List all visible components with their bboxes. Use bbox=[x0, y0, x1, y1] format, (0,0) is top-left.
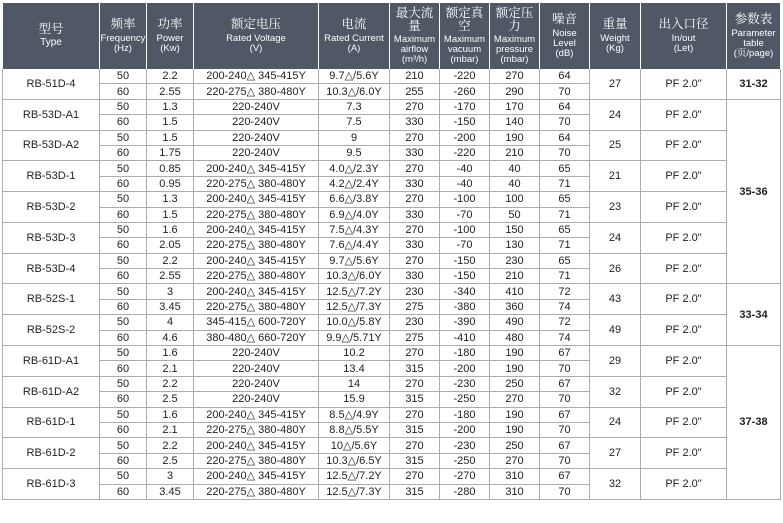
cell-parameter-page: 37-38 bbox=[727, 346, 781, 500]
cell-frequency: 60 bbox=[100, 176, 147, 191]
cell-airflow: 330 bbox=[390, 207, 440, 222]
cell-current: 4.0△/2.3Y bbox=[319, 161, 390, 176]
cell-frequency: 50 bbox=[100, 407, 147, 422]
cell-noise: 70 bbox=[540, 145, 590, 160]
cell-frequency: 50 bbox=[100, 315, 147, 330]
cell-frequency: 50 bbox=[100, 161, 147, 176]
cell-vacuum: -340 bbox=[440, 284, 490, 299]
cell-frequency: 60 bbox=[100, 84, 147, 99]
cell-power: 2.2 bbox=[147, 438, 194, 453]
cell-power: 2.55 bbox=[147, 84, 194, 99]
cell-noise: 70 bbox=[540, 84, 590, 99]
cell-frequency: 60 bbox=[100, 299, 147, 314]
cell-power: 1.75 bbox=[147, 145, 194, 160]
cell-power: 4 bbox=[147, 315, 194, 330]
header-weight: 重量 Weight (Kg) bbox=[590, 3, 641, 69]
cell-airflow: 270 bbox=[390, 130, 440, 145]
cell-voltage: 220-275△ 380-480Y bbox=[194, 84, 319, 99]
cell-noise: 71 bbox=[540, 238, 590, 253]
cell-voltage: 220-275△ 380-480Y bbox=[194, 207, 319, 222]
table-row bbox=[3, 376, 781, 391]
table-row bbox=[3, 99, 781, 114]
cell-frequency: 60 bbox=[100, 115, 147, 130]
cell-current: 13.4 bbox=[319, 361, 390, 376]
cell-in-out: PF 2.0" bbox=[641, 376, 727, 407]
cell-vacuum: -150 bbox=[440, 115, 490, 130]
cell-noise: 70 bbox=[540, 361, 590, 376]
cell-pressure: 360 bbox=[490, 299, 540, 314]
cell-current: 10.3△/6.0Y bbox=[319, 269, 390, 284]
cell-weight: 21 bbox=[590, 161, 641, 192]
cell-voltage: 200-240△ 345-415Y bbox=[194, 222, 319, 237]
cell-current: 10.3△/6.5Y bbox=[319, 453, 390, 468]
cell-voltage: 220-240V bbox=[194, 145, 319, 160]
cell-vacuum: -180 bbox=[440, 407, 490, 422]
cell-power: 3 bbox=[147, 284, 194, 299]
cell-airflow: 230 bbox=[390, 315, 440, 330]
cell-airflow: 275 bbox=[390, 299, 440, 314]
cell-voltage: 200-240△ 345-415Y bbox=[194, 284, 319, 299]
cell-pressure: 310 bbox=[490, 484, 540, 499]
cell-voltage: 200-240△ 345-415Y bbox=[194, 161, 319, 176]
cell-voltage: 345-415△ 600-720Y bbox=[194, 315, 319, 330]
cell-current: 9.5 bbox=[319, 145, 390, 160]
cell-weight: 25 bbox=[590, 130, 641, 161]
header-max-vacuum: 额定真空 Maximum vacuum (mbar) bbox=[440, 3, 490, 69]
cell-weight: 49 bbox=[590, 315, 641, 346]
cell-vacuum: -260 bbox=[440, 84, 490, 99]
cell-voltage: 220-275△ 380-480Y bbox=[194, 269, 319, 284]
cell-airflow: 315 bbox=[390, 453, 440, 468]
cell-in-out: PF 2.0" bbox=[641, 438, 727, 469]
cell-vacuum: -150 bbox=[440, 269, 490, 284]
cell-vacuum: -40 bbox=[440, 176, 490, 191]
cell-pressure: 210 bbox=[490, 145, 540, 160]
model-type: RB-61D-1 bbox=[3, 407, 100, 438]
cell-pressure: 190 bbox=[490, 422, 540, 437]
table-row bbox=[3, 192, 781, 207]
cell-frequency: 50 bbox=[100, 99, 147, 114]
cell-parameter-page: 33-34 bbox=[727, 284, 781, 346]
cell-frequency: 50 bbox=[100, 376, 147, 391]
cell-voltage: 200-240△ 345-415Y bbox=[194, 69, 319, 84]
cell-airflow: 330 bbox=[390, 115, 440, 130]
cell-pressure: 410 bbox=[490, 284, 540, 299]
cell-pressure: 210 bbox=[490, 269, 540, 284]
cell-current: 10.3△/6.0Y bbox=[319, 84, 390, 99]
cell-current: 12.5△/7.2Y bbox=[319, 469, 390, 484]
cell-noise: 70 bbox=[540, 453, 590, 468]
cell-vacuum: -380 bbox=[440, 299, 490, 314]
cell-current: 9.7△/5.6Y bbox=[319, 253, 390, 268]
cell-airflow: 230 bbox=[390, 284, 440, 299]
header-type: 型号 Type bbox=[3, 3, 100, 69]
cell-power: 0.95 bbox=[147, 176, 194, 191]
cell-parameter-page: 35-36 bbox=[727, 99, 781, 284]
cell-frequency: 50 bbox=[100, 69, 147, 84]
cell-in-out: PF 2.0" bbox=[641, 161, 727, 192]
cell-in-out: PF 2.0" bbox=[641, 222, 727, 253]
model-type: RB-53D-4 bbox=[3, 253, 100, 284]
cell-in-out: PF 2.0" bbox=[641, 346, 727, 377]
cell-pressure: 190 bbox=[490, 346, 540, 361]
cell-noise: 70 bbox=[540, 422, 590, 437]
cell-frequency: 60 bbox=[100, 422, 147, 437]
cell-noise: 64 bbox=[540, 69, 590, 84]
cell-frequency: 60 bbox=[100, 392, 147, 407]
cell-current: 12.5△/7.3Y bbox=[319, 299, 390, 314]
cell-weight: 24 bbox=[590, 99, 641, 130]
table-row bbox=[3, 438, 781, 453]
cell-power: 2.55 bbox=[147, 269, 194, 284]
cell-pressure: 270 bbox=[490, 392, 540, 407]
cell-power: 1.6 bbox=[147, 346, 194, 361]
cell-weight: 43 bbox=[590, 284, 641, 315]
header-max-airflow: 最大流量 Maximum airflow (m³/h) bbox=[390, 3, 440, 69]
cell-pressure: 290 bbox=[490, 84, 540, 99]
table-row bbox=[3, 346, 781, 361]
cell-vacuum: -180 bbox=[440, 346, 490, 361]
cell-power: 3.45 bbox=[147, 299, 194, 314]
header-power: 功率 Power (Kw) bbox=[147, 3, 194, 69]
cell-airflow: 270 bbox=[390, 469, 440, 484]
cell-voltage: 220-240V bbox=[194, 346, 319, 361]
cell-current: 7.3 bbox=[319, 99, 390, 114]
model-type: RB-52S-1 bbox=[3, 284, 100, 315]
cell-vacuum: -100 bbox=[440, 222, 490, 237]
cell-noise: 64 bbox=[540, 130, 590, 145]
model-type: RB-53D-A1 bbox=[3, 99, 100, 130]
cell-airflow: 255 bbox=[390, 84, 440, 99]
cell-vacuum: -150 bbox=[440, 253, 490, 268]
cell-power: 2.1 bbox=[147, 361, 194, 376]
cell-voltage: 220-240V bbox=[194, 115, 319, 130]
cell-airflow: 330 bbox=[390, 176, 440, 191]
cell-current: 7.5△/4.3Y bbox=[319, 222, 390, 237]
cell-noise: 64 bbox=[540, 99, 590, 114]
cell-vacuum: -220 bbox=[440, 69, 490, 84]
model-type: RB-61D-2 bbox=[3, 438, 100, 469]
cell-power: 1.6 bbox=[147, 407, 194, 422]
cell-airflow: 330 bbox=[390, 145, 440, 160]
table-row bbox=[3, 69, 781, 84]
cell-current: 7.5 bbox=[319, 115, 390, 130]
cell-pressure: 170 bbox=[490, 99, 540, 114]
cell-pressure: 250 bbox=[490, 376, 540, 391]
cell-current: 10.0△/5.8Y bbox=[319, 315, 390, 330]
cell-weight: 29 bbox=[590, 346, 641, 377]
cell-pressure: 150 bbox=[490, 222, 540, 237]
model-type: RB-52S-2 bbox=[3, 315, 100, 346]
cell-current: 12.5△/7.2Y bbox=[319, 284, 390, 299]
table-row bbox=[3, 469, 781, 484]
cell-frequency: 50 bbox=[100, 438, 147, 453]
cell-in-out: PF 2.0" bbox=[641, 284, 727, 315]
header-row bbox=[3, 3, 781, 69]
cell-noise: 65 bbox=[540, 253, 590, 268]
cell-airflow: 315 bbox=[390, 422, 440, 437]
header-noise-level: 噪音 Noise Level (dB) bbox=[540, 3, 590, 69]
cell-noise: 74 bbox=[540, 299, 590, 314]
cell-airflow: 270 bbox=[390, 376, 440, 391]
table-row bbox=[3, 253, 781, 268]
cell-noise: 70 bbox=[540, 115, 590, 130]
cell-airflow: 270 bbox=[390, 222, 440, 237]
cell-frequency: 60 bbox=[100, 330, 147, 345]
cell-frequency: 60 bbox=[100, 453, 147, 468]
cell-noise: 67 bbox=[540, 469, 590, 484]
cell-current: 8.5△/4.9Y bbox=[319, 407, 390, 422]
model-type: RB-53D-2 bbox=[3, 192, 100, 223]
cell-noise: 74 bbox=[540, 330, 590, 345]
cell-pressure: 270 bbox=[490, 453, 540, 468]
cell-voltage: 220-240V bbox=[194, 130, 319, 145]
cell-pressure: 270 bbox=[490, 69, 540, 84]
model-type: RB-53D-1 bbox=[3, 161, 100, 192]
cell-noise: 65 bbox=[540, 222, 590, 237]
cell-pressure: 40 bbox=[490, 176, 540, 191]
cell-weight: 24 bbox=[590, 407, 641, 438]
cell-current: 10△/5.6Y bbox=[319, 438, 390, 453]
cell-noise: 71 bbox=[540, 207, 590, 222]
cell-noise: 70 bbox=[540, 392, 590, 407]
cell-weight: 23 bbox=[590, 192, 641, 223]
model-type: RB-51D-4 bbox=[3, 69, 100, 99]
header-rated-voltage: 额定电压 Rated Voltage (V) bbox=[194, 3, 319, 69]
cell-noise: 65 bbox=[540, 161, 590, 176]
cell-power: 3.45 bbox=[147, 484, 194, 499]
table-row bbox=[3, 222, 781, 237]
cell-voltage: 220-240V bbox=[194, 361, 319, 376]
cell-airflow: 270 bbox=[390, 346, 440, 361]
cell-current: 10.2 bbox=[319, 346, 390, 361]
spec-table bbox=[2, 3, 781, 500]
cell-vacuum: -230 bbox=[440, 376, 490, 391]
header-frequency: 频率 Frequency (Hz) bbox=[100, 3, 147, 69]
header-parameter-table: 参数表 Parameter table (页/page) bbox=[727, 3, 781, 69]
cell-airflow: 315 bbox=[390, 361, 440, 376]
cell-vacuum: -250 bbox=[440, 392, 490, 407]
cell-voltage: 220-275△ 380-480Y bbox=[194, 422, 319, 437]
cell-weight: 27 bbox=[590, 438, 641, 469]
cell-current: 14 bbox=[319, 376, 390, 391]
cell-frequency: 50 bbox=[100, 192, 147, 207]
cell-pressure: 50 bbox=[490, 207, 540, 222]
cell-current: 9 bbox=[319, 130, 390, 145]
cell-vacuum: -230 bbox=[440, 438, 490, 453]
cell-noise: 71 bbox=[540, 269, 590, 284]
cell-power: 4.6 bbox=[147, 330, 194, 345]
cell-noise: 67 bbox=[540, 346, 590, 361]
cell-power: 2.5 bbox=[147, 392, 194, 407]
cell-noise: 67 bbox=[540, 438, 590, 453]
cell-frequency: 60 bbox=[100, 145, 147, 160]
cell-voltage: 200-240△ 345-415Y bbox=[194, 192, 319, 207]
cell-weight: 24 bbox=[590, 222, 641, 253]
cell-voltage: 220-240V bbox=[194, 392, 319, 407]
cell-frequency: 50 bbox=[100, 253, 147, 268]
header-rated-current: 电流 Rated Current (A) bbox=[319, 3, 390, 69]
cell-power: 2.1 bbox=[147, 422, 194, 437]
cell-voltage: 220-275△ 380-480Y bbox=[194, 299, 319, 314]
cell-airflow: 315 bbox=[390, 484, 440, 499]
cell-power: 1.5 bbox=[147, 115, 194, 130]
cell-weight: 32 bbox=[590, 376, 641, 407]
cell-vacuum: -220 bbox=[440, 145, 490, 160]
cell-frequency: 60 bbox=[100, 484, 147, 499]
cell-weight: 32 bbox=[590, 469, 641, 500]
cell-power: 1.6 bbox=[147, 222, 194, 237]
cell-noise: 67 bbox=[540, 376, 590, 391]
cell-pressure: 230 bbox=[490, 253, 540, 268]
cell-pressure: 140 bbox=[490, 115, 540, 130]
cell-in-out: PF 2.0" bbox=[641, 192, 727, 223]
cell-vacuum: -100 bbox=[440, 192, 490, 207]
cell-power: 0.85 bbox=[147, 161, 194, 176]
cell-in-out: PF 2.0" bbox=[641, 253, 727, 284]
cell-power: 2.2 bbox=[147, 253, 194, 268]
cell-current: 9.9△/5.71Y bbox=[319, 330, 390, 345]
cell-vacuum: -70 bbox=[440, 207, 490, 222]
cell-airflow: 330 bbox=[390, 269, 440, 284]
cell-in-out: PF 2.0" bbox=[641, 315, 727, 346]
cell-noise: 72 bbox=[540, 284, 590, 299]
cell-pressure: 490 bbox=[490, 315, 540, 330]
cell-power: 1.5 bbox=[147, 130, 194, 145]
cell-weight: 27 bbox=[590, 69, 641, 99]
cell-frequency: 60 bbox=[100, 269, 147, 284]
cell-pressure: 190 bbox=[490, 130, 540, 145]
table-row bbox=[3, 284, 781, 299]
cell-current: 12.5△/7.3Y bbox=[319, 484, 390, 499]
model-type: RB-53D-3 bbox=[3, 222, 100, 253]
cell-pressure: 100 bbox=[490, 192, 540, 207]
cell-parameter-page: 31-32 bbox=[727, 69, 781, 99]
cell-airflow: 270 bbox=[390, 99, 440, 114]
cell-noise: 67 bbox=[540, 407, 590, 422]
cell-voltage: 200-240△ 345-415Y bbox=[194, 407, 319, 422]
cell-current: 8.8△/5.5Y bbox=[319, 422, 390, 437]
cell-pressure: 310 bbox=[490, 469, 540, 484]
cell-noise: 65 bbox=[540, 192, 590, 207]
header-in-out: 出入口径 In/out (Let) bbox=[641, 3, 727, 69]
cell-in-out: PF 2.0" bbox=[641, 469, 727, 500]
header-max-pressure: 额定压力 Maximum pressure (mbar) bbox=[490, 3, 540, 69]
cell-vacuum: -280 bbox=[440, 484, 490, 499]
cell-current: 4.2△/2.4Y bbox=[319, 176, 390, 191]
cell-in-out: PF 2.0" bbox=[641, 130, 727, 161]
cell-frequency: 50 bbox=[100, 469, 147, 484]
cell-noise: 72 bbox=[540, 315, 590, 330]
cell-pressure: 130 bbox=[490, 238, 540, 253]
cell-current: 6.9△/4.0Y bbox=[319, 207, 390, 222]
model-type: RB-61D-3 bbox=[3, 469, 100, 500]
cell-airflow: 270 bbox=[390, 407, 440, 422]
model-type: RB-61D-A1 bbox=[3, 346, 100, 377]
table-row bbox=[3, 407, 781, 422]
cell-power: 2.05 bbox=[147, 238, 194, 253]
cell-voltage: 200-240△ 345-415Y bbox=[194, 469, 319, 484]
cell-airflow: 270 bbox=[390, 161, 440, 176]
cell-power: 2.5 bbox=[147, 453, 194, 468]
cell-airflow: 315 bbox=[390, 392, 440, 407]
cell-power: 1.5 bbox=[147, 207, 194, 222]
cell-frequency: 50 bbox=[100, 346, 147, 361]
cell-weight: 26 bbox=[590, 253, 641, 284]
cell-voltage: 200-240△ 345-415Y bbox=[194, 253, 319, 268]
cell-pressure: 40 bbox=[490, 161, 540, 176]
spec-table-body bbox=[3, 69, 781, 499]
cell-pressure: 190 bbox=[490, 361, 540, 376]
cell-pressure: 190 bbox=[490, 407, 540, 422]
cell-vacuum: -390 bbox=[440, 315, 490, 330]
cell-current: 15.9 bbox=[319, 392, 390, 407]
cell-voltage: 380-480△ 660-720Y bbox=[194, 330, 319, 345]
cell-pressure: 480 bbox=[490, 330, 540, 345]
cell-in-out: PF 2.0" bbox=[641, 99, 727, 130]
cell-in-out: PF 2.0" bbox=[641, 407, 727, 438]
cell-vacuum: -170 bbox=[440, 99, 490, 114]
cell-airflow: 210 bbox=[390, 69, 440, 84]
cell-airflow: 270 bbox=[390, 253, 440, 268]
cell-voltage: 220-240V bbox=[194, 99, 319, 114]
table-row bbox=[3, 130, 781, 145]
table-row bbox=[3, 161, 781, 176]
cell-current: 6.6△/3.8Y bbox=[319, 192, 390, 207]
cell-vacuum: -250 bbox=[440, 453, 490, 468]
cell-voltage: 220-275△ 380-480Y bbox=[194, 453, 319, 468]
cell-voltage: 220-240V bbox=[194, 376, 319, 391]
cell-airflow: 270 bbox=[390, 192, 440, 207]
cell-frequency: 60 bbox=[100, 361, 147, 376]
cell-current: 7.6△/4.4Y bbox=[319, 238, 390, 253]
cell-voltage: 220-275△ 380-480Y bbox=[194, 238, 319, 253]
table-row bbox=[3, 315, 781, 330]
cell-frequency: 50 bbox=[100, 222, 147, 237]
cell-voltage: 220-275△ 380-480Y bbox=[194, 176, 319, 191]
cell-noise: 71 bbox=[540, 176, 590, 191]
model-type: RB-53D-A2 bbox=[3, 130, 100, 161]
cell-pressure: 250 bbox=[490, 438, 540, 453]
cell-power: 2.2 bbox=[147, 69, 194, 84]
cell-airflow: 330 bbox=[390, 238, 440, 253]
cell-airflow: 270 bbox=[390, 438, 440, 453]
cell-frequency: 60 bbox=[100, 207, 147, 222]
cell-power: 1.3 bbox=[147, 99, 194, 114]
cell-power: 2.2 bbox=[147, 376, 194, 391]
cell-power: 3 bbox=[147, 469, 194, 484]
cell-vacuum: -200 bbox=[440, 130, 490, 145]
cell-vacuum: -200 bbox=[440, 422, 490, 437]
cell-vacuum: -410 bbox=[440, 330, 490, 345]
cell-frequency: 50 bbox=[100, 130, 147, 145]
cell-vacuum: -40 bbox=[440, 161, 490, 176]
cell-voltage: 220-275△ 380-480Y bbox=[194, 484, 319, 499]
cell-current: 9.7△/5.6Y bbox=[319, 69, 390, 84]
cell-vacuum: -70 bbox=[440, 238, 490, 253]
cell-power: 1.3 bbox=[147, 192, 194, 207]
cell-frequency: 50 bbox=[100, 284, 147, 299]
cell-frequency: 60 bbox=[100, 238, 147, 253]
model-type: RB-61D-A2 bbox=[3, 376, 100, 407]
cell-vacuum: -200 bbox=[440, 361, 490, 376]
cell-airflow: 275 bbox=[390, 330, 440, 345]
cell-vacuum: -270 bbox=[440, 469, 490, 484]
cell-in-out: PF 2.0" bbox=[641, 69, 727, 99]
cell-voltage: 200-240△ 345-415Y bbox=[194, 438, 319, 453]
cell-noise: 70 bbox=[540, 484, 590, 499]
